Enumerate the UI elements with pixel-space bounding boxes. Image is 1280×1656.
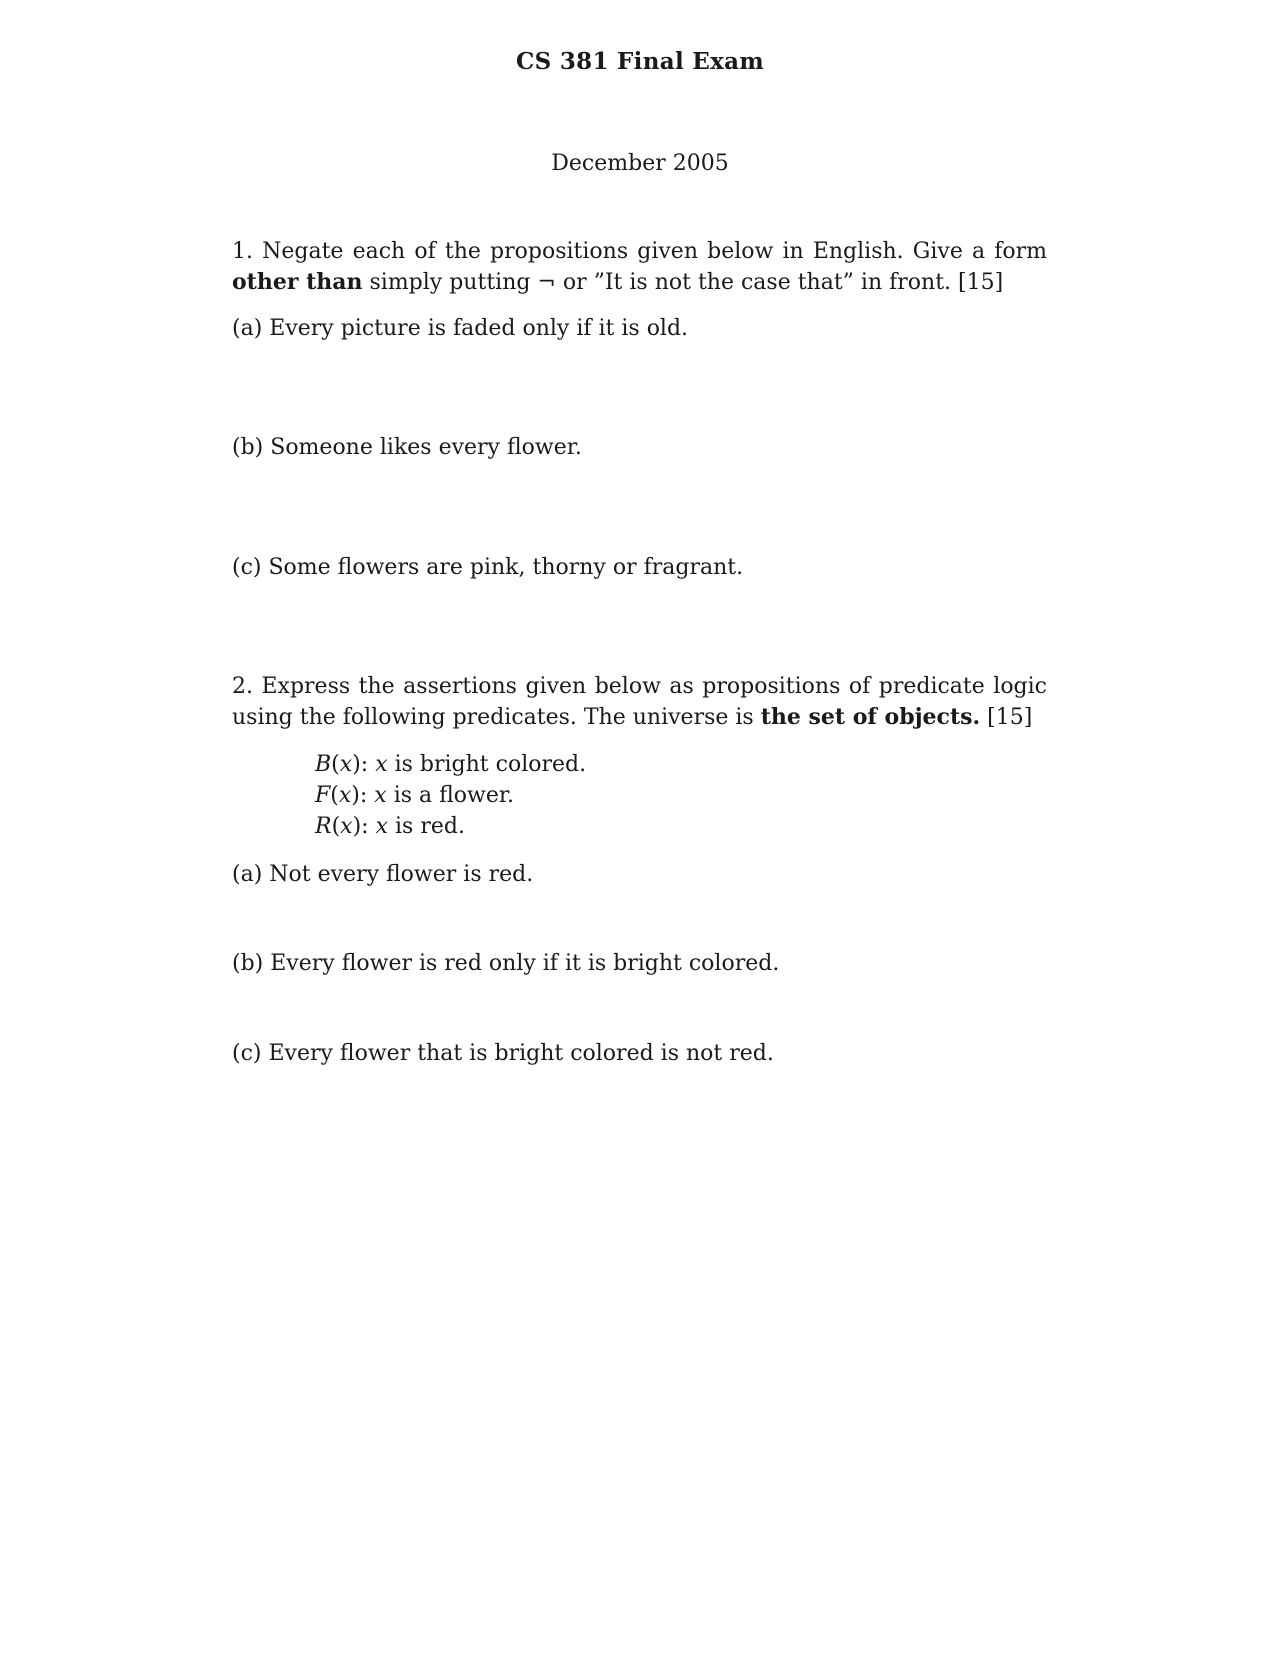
- question-2-item-a: (a) Not every flower is red.: [232, 862, 534, 887]
- predicate-b-var-2: x: [375, 752, 388, 777]
- predicate-f-var: x: [338, 783, 352, 808]
- predicate-b-desc: is bright colored.: [387, 752, 587, 777]
- predicate-b-var: x: [339, 752, 353, 777]
- predicate-r: R(x): x is red.: [315, 814, 465, 839]
- predicate-f: F(x): x is a flower.: [315, 783, 514, 808]
- question-2-item-b: (b) Every flower is red only if it is bright colored.: [232, 951, 780, 976]
- page-title: CS 381 Final Exam: [516, 48, 764, 75]
- question-1-prompt: [232, 237, 1047, 298]
- predicate-f-desc: is a flower.: [386, 783, 514, 808]
- predicate-f-symbol: F: [315, 783, 331, 808]
- question-2-bold: the set of objects.: [760, 704, 981, 730]
- question-2-text-end: [15]: [980, 705, 1033, 730]
- predicate-r-symbol: R: [315, 814, 332, 839]
- question-2-item-c: (c) Every flower that is bright colored is not red.: [232, 1041, 774, 1066]
- question-2-text-start: 2. Express the assertions given below as propositions of predicate logic using the following predicates. The universe is: [232, 674, 1047, 730]
- question-2-prompt: [232, 672, 1047, 733]
- question-1-bold: other than: [232, 269, 363, 295]
- predicate-f-var-2: x: [374, 783, 387, 808]
- predicate-b: B(x): x is bright colored.: [315, 752, 587, 777]
- question-1-text-start: 1. Negate each of the propositions given below in English. Give a form: [232, 239, 1047, 264]
- exam-date: December 2005: [551, 151, 729, 176]
- question-1-item-a: (a) Every picture is faded only if it is old.: [232, 316, 689, 341]
- predicate-r-var-2: x: [375, 814, 389, 839]
- predicate-r-desc: is red.: [388, 814, 465, 839]
- predicate-r-var: x: [340, 814, 353, 839]
- question-1-item-c: (c) Some flowers are pink, thorny or fragrant.: [232, 555, 744, 580]
- predicate-b-symbol: B: [315, 752, 332, 777]
- question-1-text-mid: simply putting ¬ or ”It is not the case that” in front. [15]: [362, 270, 1004, 295]
- question-1-item-b: (b) Someone likes every flower.: [232, 435, 582, 460]
